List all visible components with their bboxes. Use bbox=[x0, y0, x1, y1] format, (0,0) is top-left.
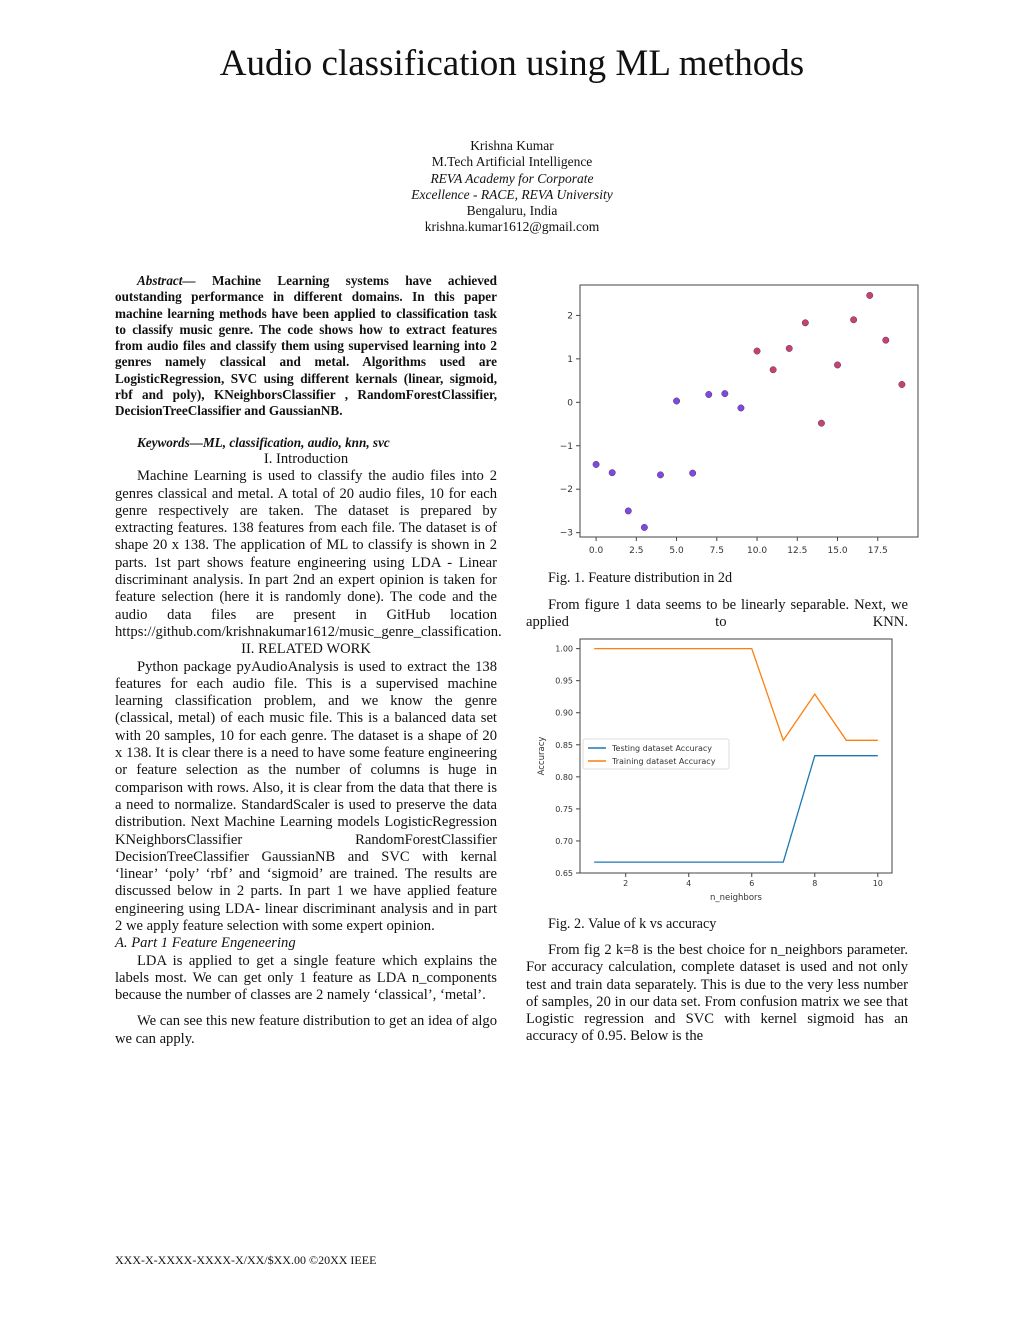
fig2-caption: Fig. 2. Value of k vs accuracy bbox=[548, 916, 717, 932]
scatter-point bbox=[706, 391, 712, 397]
author-org-2: Excellence - RACE, REVA University bbox=[411, 186, 613, 202]
abstract bbox=[115, 273, 497, 420]
y-tick-label: 0.75 bbox=[555, 804, 573, 814]
scatter-point bbox=[609, 469, 615, 475]
x-axis-label: n_neighbors bbox=[710, 893, 762, 903]
x-tick-label: 2.5 bbox=[629, 546, 644, 556]
left-column bbox=[115, 273, 502, 1048]
part1-text: LDA is applied to get a single feature which explains the labels most. We can get only 1 feature as LDA n_components because the number of classes are 2 namely ‘classical’, ‘metal’. bbox=[115, 952, 497, 1004]
series-line bbox=[594, 756, 878, 862]
x-tick-label: 12.5 bbox=[787, 546, 808, 556]
y-tick-label: 1 bbox=[567, 354, 573, 365]
legend-label: Training dataset Accuracy bbox=[612, 757, 716, 766]
part1-text-2: We can see this new feature distribution to get an idea of algo we can apply. bbox=[115, 1013, 497, 1047]
y-tick-label: 0.80 bbox=[555, 772, 573, 782]
scatter-point bbox=[834, 362, 840, 368]
scatter-point bbox=[593, 461, 599, 467]
abstract-label: Abstract— bbox=[137, 273, 196, 288]
scatter-point bbox=[722, 390, 728, 396]
author-city: Bengaluru, India bbox=[466, 203, 558, 219]
series-line bbox=[594, 649, 878, 741]
scatter-point bbox=[850, 317, 856, 323]
scatter-point bbox=[802, 320, 808, 326]
x-tick-label: 10.0 bbox=[747, 546, 768, 556]
x-tick-label: 2 bbox=[623, 879, 629, 888]
after-fig1-text bbox=[526, 597, 908, 632]
author-email: krishna.kumar1612@gmail.com bbox=[424, 219, 600, 235]
scatter-point bbox=[899, 381, 905, 387]
scatter-point bbox=[689, 470, 695, 476]
abstract-text: Machine Learning systems have achieved outstanding performance in different domains. In this paper machine learning methods have been applied to classification task to classify music genre. The code shows how to extract features from audio files and classify them using supervised learning into 2 genres namely classical and metal. Algorithms used are LogisticRegression, SVC using different kernals (linear, sigmoid, rbf and poly), KNeighborsClassifier , RandomForestClassifier, DecisionTreeClassifier and GaussianNB. bbox=[115, 273, 497, 419]
scatter-point bbox=[883, 337, 889, 343]
author-degree: M.Tech Artificial Intelligence bbox=[431, 154, 593, 170]
y-tick-label: 2 bbox=[567, 311, 573, 322]
scatter-point bbox=[818, 420, 824, 426]
keywords: Keywords—ML, classification, audio, knn, svc bbox=[137, 434, 390, 450]
right-column-text bbox=[526, 942, 908, 1046]
y-tick-label: −3 bbox=[559, 528, 573, 539]
scatter-point bbox=[673, 398, 679, 404]
scatter-point bbox=[867, 292, 873, 298]
after-fig2-paragraph: From fig 2 k=8 is the best choice for n_neighbors parameter. For accuracy calculation, complete dataset is used and not only test and train data separately. This is due to the very less number of samples, 20 in our data set. From confusion matrix we see that Logistic regression and SVC with kernel sigmoid has an accuracy of 0.95. Below is the bbox=[526, 942, 908, 1045]
plot-frame bbox=[580, 285, 918, 537]
line-chart bbox=[530, 635, 910, 905]
y-tick-label: 0 bbox=[567, 398, 573, 409]
y-tick-label: 0.85 bbox=[555, 740, 573, 750]
x-tick-label: 7.5 bbox=[709, 546, 724, 556]
scatter-point bbox=[786, 345, 792, 351]
y-tick-label: 0.70 bbox=[555, 836, 573, 846]
scatter-chart bbox=[545, 280, 925, 560]
y-axis-label: Accuracy bbox=[537, 736, 547, 776]
x-tick-label: 5.0 bbox=[669, 546, 684, 556]
y-tick-label: 0.95 bbox=[555, 676, 573, 686]
author-name: Krishna Kumar bbox=[470, 138, 554, 153]
x-tick-label: 15.0 bbox=[827, 546, 848, 556]
y-tick-label: −1 bbox=[559, 441, 573, 452]
scatter-point bbox=[770, 367, 776, 373]
author-org: REVA Academy for Corporate bbox=[430, 170, 594, 186]
x-tick-label: 6 bbox=[749, 879, 755, 888]
y-tick-label: 1.00 bbox=[555, 644, 573, 654]
related-heading: II. RELATED WORK bbox=[241, 641, 371, 658]
part1-heading: A. Part 1 Feature Engeneering bbox=[115, 935, 296, 952]
author-block bbox=[312, 138, 712, 236]
x-tick-label: 8 bbox=[812, 879, 818, 888]
after-fig1-paragraph: From figure 1 data seems to be linearly separable. Next, we applied to KNN. bbox=[526, 597, 908, 631]
scatter-point bbox=[657, 472, 663, 478]
x-tick-label: 10 bbox=[872, 879, 883, 888]
x-tick-label: 4 bbox=[686, 879, 692, 888]
x-tick-label: 17.5 bbox=[867, 546, 888, 556]
fig1-caption: Fig. 1. Feature distribution in 2d bbox=[548, 570, 733, 586]
y-tick-label: −2 bbox=[559, 485, 573, 496]
paper-title: Audio classification using ML methods bbox=[219, 43, 805, 84]
footer-copyright: XXX-X-XXXX-XXXX-X/XX/$XX.00 ©20XX IEEE bbox=[115, 1253, 377, 1267]
intro-text: Machine Learning is used to classify the audio files into 2 genres classical and metal. A total of 20 audio files, 10 for each genre respectively are taken. The dataset is prepared by extracting features. 138 features from each file. The dataset is of shape 20 x 138. The application of ML to classify is shown in 2 parts. 1st part shows feature engineering using LDA - Linear discriminant analysis. In part 2nd an expert opinion is taken for feature selection (here it is randomly done). The code and the audio data files are present in GitHub location https://github.com/krishnakumar1612/music_genre_classification. bbox=[115, 468, 502, 640]
scatter-point bbox=[625, 508, 631, 514]
intro-heading: I. Introduction bbox=[263, 450, 349, 467]
y-tick-label: 0.90 bbox=[555, 708, 573, 718]
y-tick-label: 0.65 bbox=[555, 869, 573, 878]
x-tick-label: 0.0 bbox=[588, 546, 604, 556]
scatter-point bbox=[641, 524, 647, 530]
legend-label: Testing dataset Accuracy bbox=[612, 744, 712, 753]
scatter-point bbox=[754, 348, 760, 354]
scatter-point bbox=[738, 405, 744, 411]
related-text: Python package pyAudioAnalysis is used to extract the 138 features for each audio file. This is a supervised machine learning classification problem, and we know the genre (classical, metal) of each music file. This is a balanced data set with 20 samples, 10 for each genre. The dataset is a shape of 20 x 138. It is clear there is a need to have some feature engineering or feature selection as the number of columns is huge in comparison with rows. Also, it is clear from the data that there is a need to normalize. StandardScaler is used to preserve the data distribution. Next Machine Learning models LogisticRegression KNeighborsClassifier RandomForestClassifier DecisionTreeClassifier GaussianNB and SVC with kernal ‘linear’ ‘poly’ ‘rbf’ and ‘sigmoid’ are trained. The results are discussed below in 2 parts. In part 1 we have applied feature engineering using LDA- linear discriminant analysis and in part 2 we apply feature selection with some expert opinion. bbox=[115, 658, 497, 934]
